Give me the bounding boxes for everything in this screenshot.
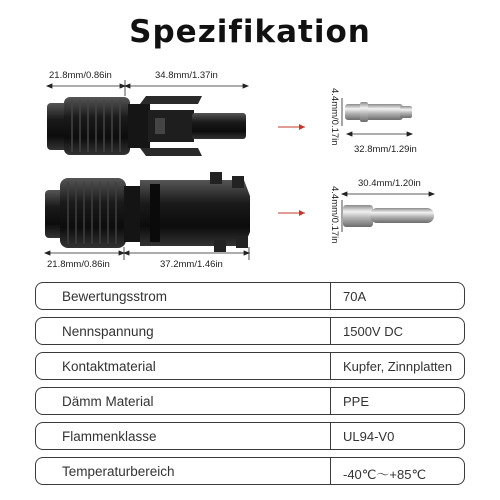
- spec-label: Flammenklasse: [62, 429, 157, 444]
- spec-value: 70A: [343, 289, 367, 304]
- spec-label: Bewertungsstrom: [62, 289, 168, 304]
- spec-divider: [330, 352, 331, 380]
- top-dimension-lines: [47, 80, 248, 96]
- spec-divider: [330, 317, 331, 345]
- spec-value: UL94-V0: [343, 429, 395, 444]
- male-connector-image: [45, 172, 250, 252]
- dim-bottom-right: 37.2mm/1.46in: [160, 259, 223, 270]
- dim-bottom-pin-length: 30.4mm/1.20in: [358, 178, 421, 189]
- spec-row: [35, 352, 465, 380]
- spec-row: [35, 422, 465, 450]
- spec-label: Dämm Material: [62, 394, 154, 409]
- spec-label: Nennspannung: [62, 324, 154, 339]
- dim-top-pin-vertical: 4.4mm/0.17in: [329, 88, 340, 146]
- dim-bottom-pin-vertical: 4.4mm/0.17in: [329, 186, 340, 244]
- spec-divider: [330, 422, 331, 450]
- dim-top-left: 21.8mm/0.86in: [49, 70, 112, 81]
- bottom-arrow: [278, 210, 305, 216]
- spec-row: [35, 387, 465, 415]
- dim-top-right: 34.8mm/1.37in: [155, 70, 218, 81]
- spec-value: PPE: [343, 394, 370, 409]
- spec-divider: [330, 282, 331, 310]
- spec-value: 1500V DC: [343, 324, 403, 339]
- spec-value: -40℃～+85℃: [343, 467, 427, 482]
- male-pin-image: [343, 205, 434, 227]
- spec-value: Kupfer, Zinnplatten: [343, 359, 453, 374]
- spec-label: Temperaturbereich: [62, 464, 175, 479]
- dim-top-pin-length: 32.8mm/1.29in: [354, 144, 417, 155]
- spec-row: [35, 457, 465, 485]
- spec-divider: [330, 387, 331, 415]
- female-pin-image: [345, 102, 412, 122]
- female-connector-image: [47, 96, 246, 156]
- dim-bottom-left: 21.8mm/0.86in: [47, 259, 110, 270]
- page-title: Spezifikation: [129, 14, 371, 50]
- spec-label: Kontaktmaterial: [62, 359, 156, 374]
- spec-divider: [330, 457, 331, 485]
- spec-row: [35, 282, 465, 310]
- top-arrow: [278, 124, 305, 130]
- spec-row: [35, 317, 465, 345]
